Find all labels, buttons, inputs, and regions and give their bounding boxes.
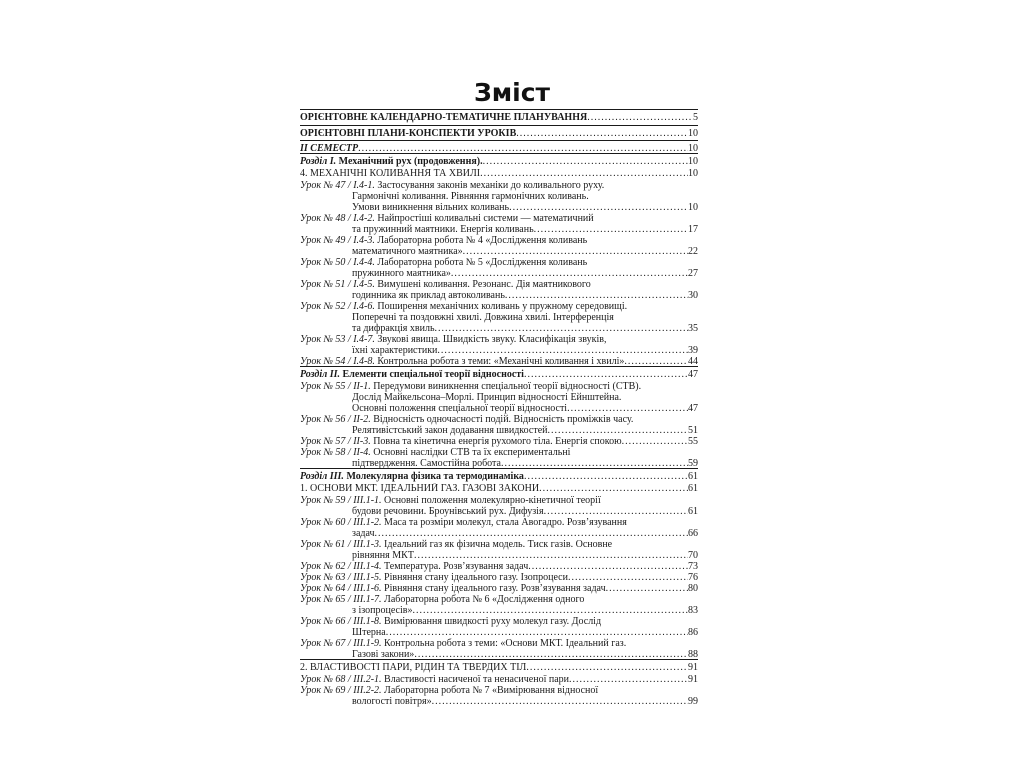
toc-entry-label <box>300 550 414 561</box>
toc-page-number: 17 <box>688 224 698 235</box>
toc-entry <box>300 301 698 312</box>
dot-leader <box>528 561 688 572</box>
toc-entry-text: ОРІЄНТОВНЕ КАЛЕНДАРНО-ТЕМАТИЧНЕ ПЛАНУВАННЯ <box>300 112 588 123</box>
dot-leader <box>526 662 688 673</box>
toc-entry-text: Механічний рух (продовження). <box>336 156 483 167</box>
toc-entry-text: годинника як приклад автоколивань <box>352 290 505 301</box>
toc-page-number: 76 <box>688 572 698 583</box>
toc-entry-text: Дослід Майкельсона–Морлі. Принцип відносності Ейнштейна. <box>352 392 622 403</box>
toc-page-number: 27 <box>688 268 698 279</box>
toc-page-number: 86 <box>688 627 698 638</box>
toc-entry <box>300 246 698 257</box>
dot-leader <box>587 112 693 123</box>
toc-entry-text: Застосування законів механіки до коливального руху. <box>374 180 605 191</box>
toc-entry <box>300 528 698 539</box>
toc-entry <box>300 235 698 246</box>
toc-page-number: 47 <box>688 369 698 380</box>
toc-page-number: 10 <box>688 128 698 139</box>
toc-entry-text: будови речовини. Броунівський рух. Дифузія <box>352 506 544 517</box>
toc-entry-lesson-code: Урок № 64 / ІІІ.1-6. <box>300 583 382 594</box>
toc-page-number: 88 <box>688 649 698 660</box>
toc-entry <box>300 128 698 139</box>
dot-leader <box>606 334 698 345</box>
toc-entry-label <box>300 369 524 380</box>
toc-entry-label <box>300 235 587 246</box>
toc-entry-text: Контрольна робота з теми: «Основи МКТ. Ідеальний газ. <box>381 638 627 649</box>
dot-leader <box>437 345 688 356</box>
toc-entry <box>300 495 698 506</box>
toc-entry <box>300 323 698 334</box>
dot-leader <box>524 471 688 482</box>
toc-entry-label <box>300 345 437 356</box>
toc-entry-text: 2. ВЛАСТИВОСТІ ПАРИ, РІДИН ТА ТВЕРДИХ ТІЛ <box>300 662 527 673</box>
toc-entry-lesson-code: Урок № 53 / І.4-7. <box>300 334 375 345</box>
toc-entry <box>300 334 698 345</box>
toc-page-number: 61 <box>688 483 698 494</box>
toc-entry-lesson-code: Урок № 55 / ІІ-1. <box>300 381 371 392</box>
toc-entry-label <box>300 268 451 279</box>
toc-entry-lesson-code: Розділ І. <box>300 156 337 167</box>
toc-entry-label <box>300 572 568 583</box>
toc-entry <box>300 583 698 594</box>
toc-entry-text: Молекулярна фізика та термодинаміка <box>343 471 524 482</box>
toc-page-number: 73 <box>688 561 698 572</box>
toc-entry-label <box>300 685 598 696</box>
dot-leader <box>375 528 688 539</box>
toc-page-number: 55 <box>688 436 698 447</box>
dot-leader <box>539 483 688 494</box>
dot-leader <box>589 191 698 202</box>
section-divider <box>300 109 698 110</box>
toc-entry-text: 1. ОСНОВИ МКТ. ІДЕАЛЬНИЙ ГАЗ. ГАЗОВІ ЗАКОНИ <box>300 483 540 494</box>
toc-entry <box>300 436 698 447</box>
toc-entry-lesson-code: Урок № 49 / І.4-3. <box>300 235 375 246</box>
toc-entry-lesson-code: Урок № 50 / І.4-4. <box>300 257 375 268</box>
toc-entry-text: Рівняння стану ідеального газу. Розв’язування задач <box>381 583 606 594</box>
dot-leader <box>516 128 688 139</box>
toc-page-number: 80 <box>688 583 698 594</box>
toc-entry-lesson-code: Урок № 59 / ІІІ.1-1. <box>300 495 382 506</box>
toc-entry-text: Гармонічні коливання. Рівняння гармонічних коливань. <box>352 191 589 202</box>
toc-page-number: 10 <box>688 202 698 213</box>
toc-entry <box>300 168 698 179</box>
toc-entry-text: задач <box>352 528 375 539</box>
toc-page-number: 47 <box>688 403 698 414</box>
toc-page-number: 66 <box>688 528 698 539</box>
toc-entry <box>300 381 698 392</box>
toc-entry-label <box>300 279 591 290</box>
toc-page-number: 83 <box>688 605 698 616</box>
toc-entry-text: Відносність одночасності подій. Відносність проміжків часу. <box>370 414 634 425</box>
toc-entry-text: Рівняння стану ідеального газу. Ізопроцеси <box>381 572 568 583</box>
dot-leader <box>570 447 698 458</box>
dot-leader <box>483 156 688 167</box>
dot-leader <box>480 168 688 179</box>
toc-entry-lesson-code: Урок № 67 / ІІІ.1-9. <box>300 638 382 649</box>
toc-entry <box>300 696 698 707</box>
toc-entry-label <box>300 495 601 506</box>
toc-entry-label <box>300 471 524 482</box>
toc-entry <box>300 403 698 414</box>
toc-entry-text: Маса та розміри молекул, стала Авогадро. Розв’язування <box>381 517 627 528</box>
toc-entry-lesson-code: Урок № 69 / ІІІ.2-2. <box>300 685 382 696</box>
dot-leader <box>612 539 698 550</box>
toc-entry-label <box>300 156 483 167</box>
toc-entry-text: рівняння МКТ <box>352 550 414 561</box>
toc-entry <box>300 550 698 561</box>
toc-entry-text: Поперечні та поздовжні хвилі. Довжина хвилі. Інтерференція <box>352 312 614 323</box>
toc-entry-lesson-code: Урок № 66 / ІІІ.1-8. <box>300 616 382 627</box>
dot-leader <box>587 235 698 246</box>
toc-entry <box>300 616 698 627</box>
dot-leader <box>412 605 688 616</box>
dot-leader <box>568 572 688 583</box>
toc-entry-label <box>300 638 626 649</box>
toc-entry <box>300 224 698 235</box>
toc-entry-lesson-code: Урок № 65 / ІІІ.1-7. <box>300 594 382 605</box>
toc-entry-label <box>300 128 516 139</box>
toc-entry-lesson-code: Урок № 52 / І.4-6. <box>300 301 375 312</box>
toc-page-number: 51 <box>688 425 698 436</box>
toc-entry-text: Температура. Розв’язування задач <box>381 561 529 572</box>
toc-entry-text: Штерна <box>352 627 386 638</box>
toc-entry-text: з ізопроцесів» <box>352 605 413 616</box>
toc-entry-lesson-code: Розділ ІІ. <box>300 369 341 380</box>
section-divider <box>300 468 698 469</box>
toc-entry-text: Вимушені коливання. Резонанс. Дія маятникового <box>374 279 591 290</box>
dot-leader <box>622 436 688 447</box>
toc-entry <box>300 191 698 202</box>
toc-page-number: 5 <box>693 112 698 123</box>
dot-leader <box>534 224 688 235</box>
toc-entry <box>300 627 698 638</box>
toc-page-number: 10 <box>688 143 698 154</box>
toc-entry-text: та дифракція хвиль <box>352 323 435 334</box>
toc-entry-label <box>300 616 601 627</box>
toc-entry-text: та пружинний маятники. Енергія коливань <box>352 224 534 235</box>
toc-entry-label <box>300 392 621 403</box>
dot-leader <box>414 550 688 561</box>
dot-leader <box>627 301 698 312</box>
dot-leader <box>505 290 688 301</box>
toc-entry-label <box>300 483 539 494</box>
toc-entry-text: Основні наслідки СТВ та їх експериментальні <box>370 447 571 458</box>
dot-leader <box>587 257 698 268</box>
toc-entry-lesson-code: Урок № 47 / І.4-1. <box>300 180 375 191</box>
toc-entry-text: 4. МЕХАНІЧНІ КОЛИВАННЯ ТА ХВИЛІ <box>300 168 481 179</box>
toc-entry <box>300 425 698 436</box>
section-divider <box>300 140 698 141</box>
dot-leader <box>598 685 698 696</box>
toc-page-number: 10 <box>688 168 698 179</box>
toc-entry-text: Умови виникнення вільних коливань <box>352 202 510 213</box>
toc-entry-label <box>300 403 567 414</box>
toc-entry-lesson-code: Урок № 48 / І.4-2. <box>300 213 375 224</box>
toc-entry <box>300 594 698 605</box>
toc-entry-text: Лабораторна робота № 7 «Вимірювання відносної <box>381 685 599 696</box>
toc-page-number: 30 <box>688 290 698 301</box>
toc-entry-label <box>300 561 528 572</box>
toc-entry <box>300 202 698 213</box>
toc-entry-label <box>300 381 641 392</box>
toc-entry-lesson-code: Урок № 68 / ІІІ.2-1. <box>300 674 382 685</box>
section-divider <box>300 659 698 660</box>
toc-entry-label <box>300 594 584 605</box>
dot-leader <box>547 425 688 436</box>
toc-entry-text: математичного маятника» <box>352 246 463 257</box>
dot-leader <box>569 674 688 685</box>
toc-entry-label <box>300 301 627 312</box>
toc-entry-label <box>300 257 587 268</box>
dot-leader <box>614 312 698 323</box>
toc-entry-label <box>300 627 386 638</box>
toc-page-number: 39 <box>688 345 698 356</box>
toc-entry-text: Газові закони» <box>352 649 415 660</box>
toc-entry <box>300 471 698 482</box>
toc-entry <box>300 517 698 528</box>
toc-entry-text: вологості повітря» <box>352 696 432 707</box>
toc-entry-text: Властивості насиченої та ненасиченої пари <box>381 674 570 685</box>
section-divider <box>300 366 698 367</box>
dot-leader <box>633 414 698 425</box>
toc-entry <box>300 447 698 458</box>
toc-entry <box>300 506 698 517</box>
toc-entry-label <box>300 224 534 235</box>
toc-entry-text: Поширення механічних коливань у пружному середовищі. <box>374 301 628 312</box>
toc-entry-text: Передумови виникнення спеціальної теорії відносності (СТВ). <box>370 381 642 392</box>
toc-entry-label <box>300 605 412 616</box>
toc-entry <box>300 257 698 268</box>
dot-leader <box>451 268 688 279</box>
dot-leader <box>601 616 698 627</box>
toc-entry-lesson-code: Урок № 61 / ІІІ.1-3. <box>300 539 382 550</box>
dot-leader <box>509 202 688 213</box>
toc-entry-label <box>300 112 587 123</box>
dot-leader <box>584 594 698 605</box>
toc-entry-label <box>300 662 526 673</box>
toc-entry-lesson-code: Урок № 51 / І.4-5. <box>300 279 375 290</box>
toc-entry <box>300 112 698 123</box>
dot-leader <box>544 506 688 517</box>
dot-leader <box>621 392 698 403</box>
toc-entry-text: Лабораторна робота № 5 «Дослідження коливань <box>374 257 588 268</box>
toc-entry-text: Релятивістський закон додавання швидкостей <box>352 425 548 436</box>
dot-leader <box>435 323 689 334</box>
toc-entry-label <box>300 517 627 528</box>
toc-entry-label <box>300 528 375 539</box>
toc-page-number: 70 <box>688 550 698 561</box>
dot-leader <box>606 583 688 594</box>
toc-entry-text: Звукові явища. Швидкість звуку. Класифікація звуків, <box>374 334 607 345</box>
toc-entry-text: Основні положення спеціальної теорії відносності <box>352 403 568 414</box>
toc-entry-lesson-code: Розділ ІІІ. <box>300 471 344 482</box>
toc-entry <box>300 605 698 616</box>
toc-entry-label <box>300 436 622 447</box>
toc-entry-text: Контрольна робота з теми: «Механічні коливання і хвилі» <box>374 356 625 367</box>
dot-leader <box>627 517 698 528</box>
toc-entry-text: підтвердження. Самостійна робота <box>352 458 501 469</box>
toc-entry-label <box>300 334 606 345</box>
toc-entry-lesson-code: Урок № 56 / ІІ-2. <box>300 414 371 425</box>
dot-leader <box>604 180 698 191</box>
toc-entry-text: пружинного маятника» <box>352 268 451 279</box>
toc-page-number: 61 <box>688 471 698 482</box>
section-divider <box>300 125 698 126</box>
dot-leader <box>641 381 698 392</box>
toc-entry-label <box>300 506 544 517</box>
dot-leader <box>591 279 698 290</box>
toc-entry-label <box>300 583 606 594</box>
toc-page-number: 22 <box>688 246 698 257</box>
toc-page-number: 35 <box>688 323 698 334</box>
toc-entry-label <box>300 323 435 334</box>
toc-page-number: 91 <box>688 674 698 685</box>
toc-entry-label <box>300 202 509 213</box>
toc-entry-text: Вимірювання швидкості руху молекул газу. Дослід <box>381 616 602 627</box>
toc-entry-text: Найпростіші коливальні системи — математичний <box>374 213 594 224</box>
toc-page-number: 59 <box>688 458 698 469</box>
toc-entry-lesson-code: Урок № 62 / ІІІ.1-4. <box>300 561 382 572</box>
toc-entry-label <box>300 447 570 458</box>
toc-entry-lesson-code: ІІ СЕМЕСТР <box>300 143 359 154</box>
toc-entry <box>300 213 698 224</box>
toc-entry-text: Елементи спеціальної теорії відносності <box>340 369 524 380</box>
toc-entry-label <box>300 180 604 191</box>
toc-entry <box>300 674 698 685</box>
toc-entry <box>300 392 698 403</box>
dot-leader <box>626 638 698 649</box>
toc-entry <box>300 572 698 583</box>
dot-leader <box>432 696 688 707</box>
toc-entry <box>300 279 698 290</box>
toc-entry-text: Ідеальний газ як фізична модель. Тиск газів. Основне <box>381 539 613 550</box>
dot-leader <box>567 403 688 414</box>
dot-leader <box>524 369 688 380</box>
toc-page-number: 10 <box>688 156 698 167</box>
dot-leader <box>601 495 698 506</box>
toc-entry-lesson-code: Урок № 60 / ІІІ.1-2. <box>300 517 382 528</box>
toc-entry-text: Лабораторна робота № 4 «Дослідження коливань <box>374 235 588 246</box>
toc-entry-text: Лабораторна робота № 6 «Дослідження одного <box>381 594 585 605</box>
toc-entry <box>300 312 698 323</box>
page-title: Зміст <box>473 78 551 107</box>
toc-entry-label <box>300 696 432 707</box>
section-divider <box>300 153 698 154</box>
toc-entry <box>300 483 698 494</box>
toc-entry <box>300 290 698 301</box>
toc-entry-label <box>300 425 547 436</box>
toc-entry-label <box>300 312 614 323</box>
dot-leader <box>386 627 688 638</box>
toc-entry-lesson-code: Урок № 57 / ІІ-3. <box>300 436 371 447</box>
dot-leader <box>463 246 688 257</box>
toc-entry-lesson-code: Урок № 63 / ІІІ.1-5. <box>300 572 382 583</box>
toc-entry-label <box>300 246 463 257</box>
toc-entry-lesson-code: Урок № 54 / І.4-8. <box>300 356 375 367</box>
toc-entry <box>300 414 698 425</box>
toc-entry-label <box>300 168 480 179</box>
toc-entry <box>300 156 698 167</box>
toc-entry <box>300 539 698 550</box>
toc-entry-text: Основні положення молекулярно-кінетичної теорії <box>381 495 601 506</box>
toc-entry-text: їхні характеристики <box>352 345 438 356</box>
toc-page-number: 44 <box>688 356 698 367</box>
toc-entry-text: ОРІЄНТОВНІ ПЛАНИ-КОНСПЕКТИ УРОКІВ <box>300 128 517 139</box>
toc-entry <box>300 561 698 572</box>
toc-entry-label <box>300 414 633 425</box>
toc-page-number: 61 <box>688 506 698 517</box>
toc-entry <box>300 369 698 380</box>
toc-entry <box>300 180 698 191</box>
toc-entry-label <box>300 213 594 224</box>
toc-entry <box>300 638 698 649</box>
toc-entry-lesson-code: Урок № 58 / ІІ-4. <box>300 447 371 458</box>
toc-entry-label <box>300 290 505 301</box>
toc-entry-text: Повна та кінетична енергія рухомого тіла. Енергія спокою <box>370 436 622 447</box>
toc-entry-label <box>300 191 589 202</box>
toc-entry <box>300 662 698 673</box>
toc-entry <box>300 685 698 696</box>
toc-page-number: 99 <box>688 696 698 707</box>
dot-leader <box>594 213 698 224</box>
toc-entry <box>300 345 698 356</box>
toc-entry <box>300 268 698 279</box>
toc-entry-label <box>300 539 612 550</box>
toc-page-number: 91 <box>688 662 698 673</box>
toc-entry-label <box>300 674 569 685</box>
